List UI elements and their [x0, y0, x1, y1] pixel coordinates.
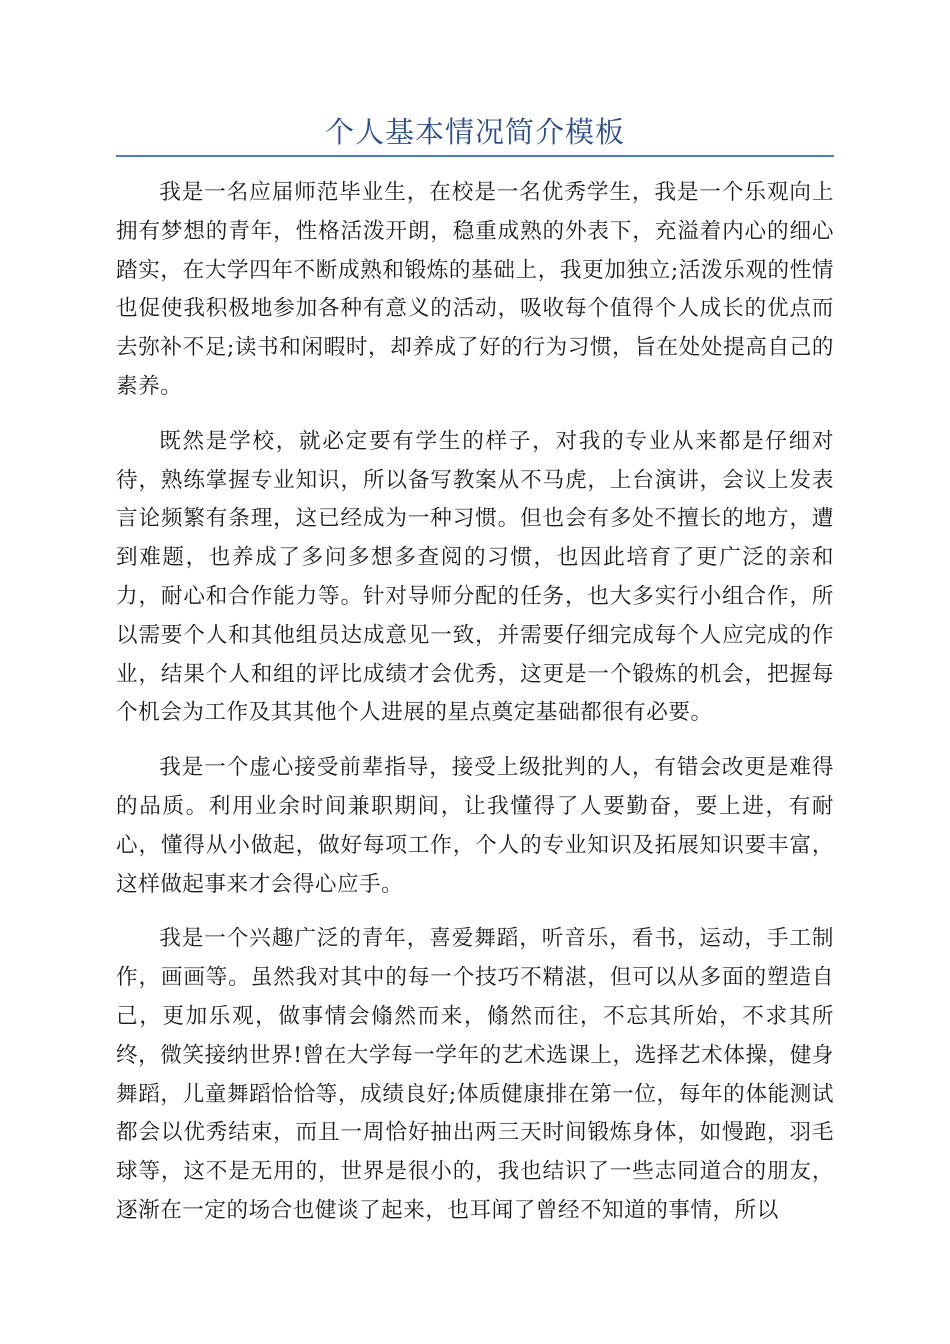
paragraph-2: 既然是学校，就必定要有学生的样子，对我的专业从来都是仔细对待，熟练掌握专业知识，所以备写教案从不马虎，上台演讲，会议上发表言论频繁有条理，这已经成为一种习惯。但也会有多处不擅长的地方，遭到难题，也养成了多问多想多查阅的习惯，也因此培育了更广泛的亲和力，耐心和合作能力等。针对导师分配的任务，也大多实行小组合作，所以需要个人和其他组员达成意见一致，并需要仔细完成每个人应完成的作业，结果个人和组的评比成绩才会优秀，这更是一个锻炼的机会，把握每个机会为工作及其其他个人进展的星点奠定基础都很有必要。	[116, 428, 834, 726]
paragraph-3: 我是一个虚心接受前辈指导，接受上级批判的人，有错会改更是难得的品质。利用业余时间兼职期间，让我懂得了人要勤奋，要上进，有耐心，懂得从小做起，做好每项工作，个人的专业知识及拓展知识要丰富，这样做起事来才会得心应手。	[116, 755, 834, 897]
document-body	[116, 174, 834, 1247]
page-title: 个人基本情况简介模板	[324, 115, 625, 149]
paragraph-4: 我是一个兴趣广泛的青年，喜爱舞蹈，听音乐，看书，运动，手工制作，画画等。虽然我对其中的每一个技巧不精湛，但可以从多面的塑造自己，更加乐观，做事情会翛然而来，翛然而往，不忘其所始，不求其所终，微笑接纳世界!曾在大学每一学年的艺术选课上，选择艺术体操，健身舞蹈，儿童舞蹈恰恰等，成绩良好;体质健康排在第一位，每年的体能测试都会以优秀结束，而且一周恰好抽出两三天时间锻炼身体，如慢跑，羽毛球等，这不是无用的，世界是很小的，我也结识了一些志同道合的朋友，逐渐在一定的场合也健谈了起来，也耳闻了曾经不知道的事情，所以	[116, 926, 834, 1223]
title-underline	[116, 155, 834, 157]
paragraph-1: 我是一名应届师范毕业生，在校是一名优秀学生，我是一个乐观向上拥有梦想的青年，性格活泼开朗，稳重成熟的外表下，充溢着内心的细心踏实，在大学四年不断成熟和锻炼的基础上，我更加独立;活泼乐观的性情也促使我积极地参加各种有意义的活动，吸收每个值得个人成长的优点而去弥补不足;读书和闲暇时，却养成了好的行为习惯，旨在处处提高自己的素养。	[116, 180, 834, 399]
